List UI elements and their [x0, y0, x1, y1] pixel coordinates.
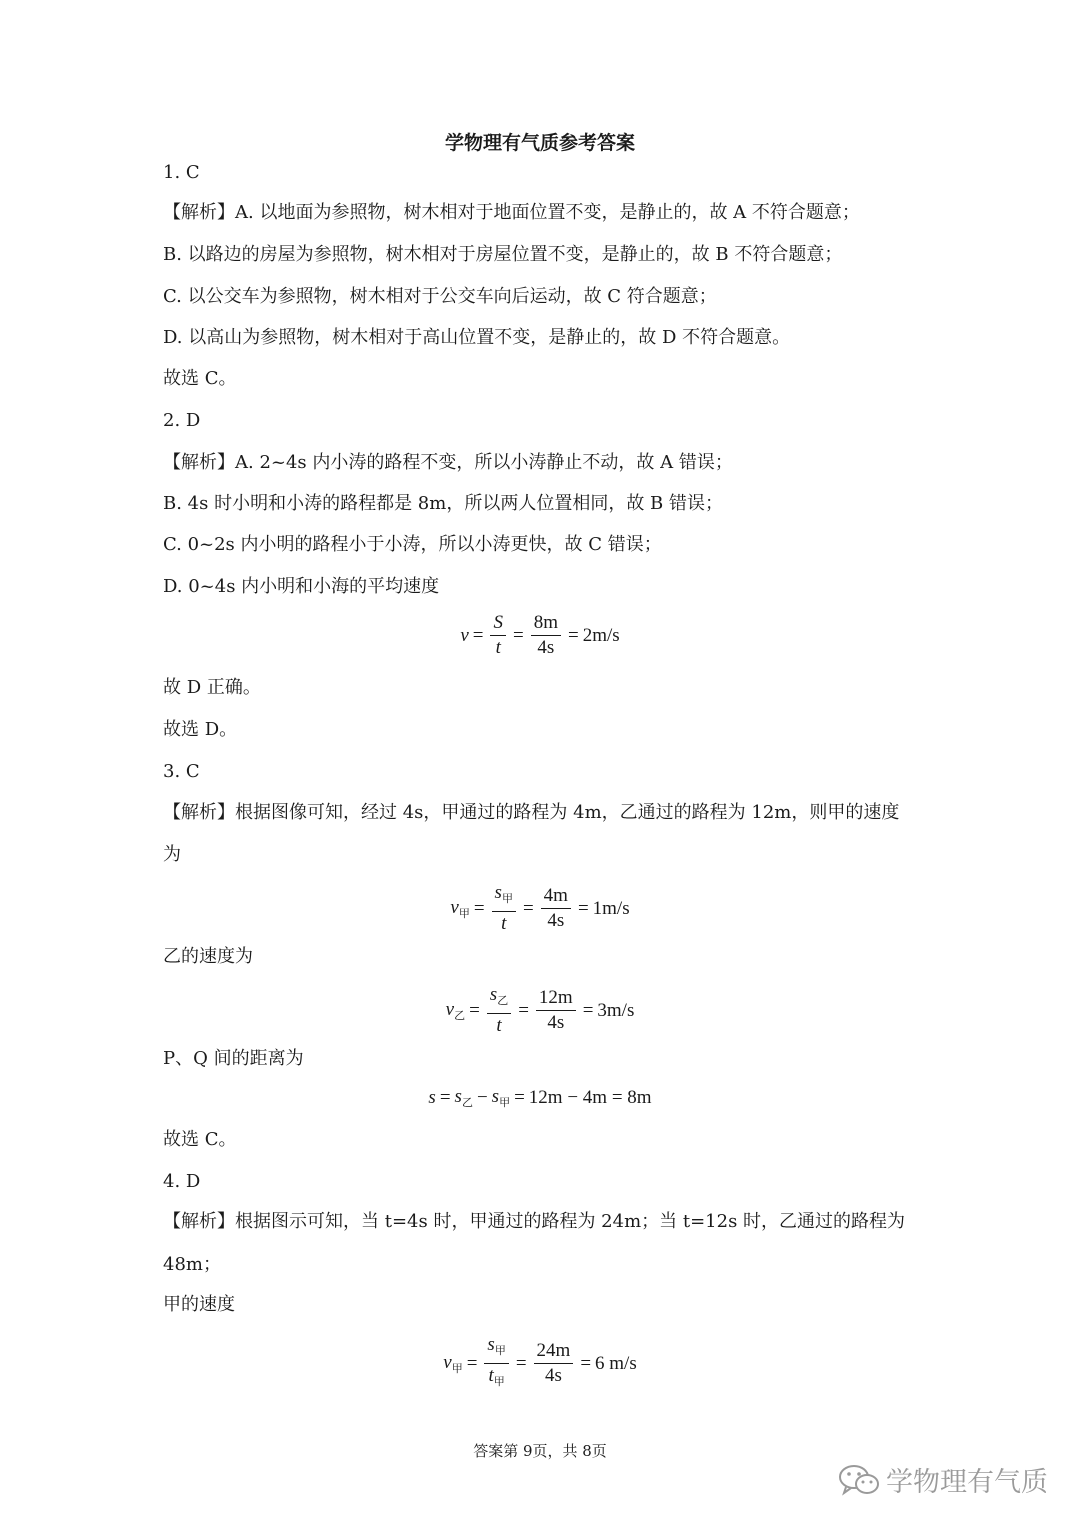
answer-line-q2e: 故 D 正确。	[163, 677, 261, 698]
equals-sign: =	[567, 624, 579, 646]
formula-term: $s_乙$	[454, 1086, 473, 1109]
answer-line-q3: 3. C	[163, 761, 200, 782]
fraction-denominator: 4s	[547, 910, 565, 931]
formula-symbol: s	[428, 1087, 436, 1108]
answer-line-q3e: 故选 C。	[163, 1129, 237, 1150]
answer-line-q3c: 乙的速度为	[163, 946, 253, 967]
answer-line-q3b: 为	[163, 844, 181, 865]
answer-line-q3a: 【解析】根据图像可知，经过 4s，甲通过的路程为 4m，乙通过的路程为 12m，则甲的速度	[163, 802, 900, 823]
answer-line-q1: 1. C	[163, 162, 200, 183]
equals-sign: =	[512, 624, 524, 646]
equals-sign: =	[518, 999, 529, 1021]
answer-line-q4a: 【解析】根据图示可知，当 t=4s 时，甲通过的路程为 24m；当 t=12s 时，乙通过的路程为	[163, 1211, 906, 1232]
formula-result: 1m/s	[592, 897, 630, 919]
formula-symbol: $v_乙$	[445, 998, 466, 1022]
answer-line-q4b: 48m；	[163, 1254, 221, 1275]
formula-symbol: v	[460, 624, 469, 646]
equals-sign: =	[514, 1087, 525, 1108]
answer-line-q2c: C. 0~2s 内小明的路程小于小涛，所以小涛更快，故 C 错误；	[163, 534, 662, 555]
fraction-numerator: 24m	[534, 1340, 574, 1364]
answer-line-q4: 4. D	[163, 1171, 201, 1192]
formula-symbol: $v_甲$	[443, 1351, 463, 1375]
minus-sign: −	[476, 1087, 488, 1108]
equals-sign: =	[473, 897, 485, 919]
formula-speed-jia	[0, 882, 1080, 935]
fraction-denominator: t	[495, 637, 501, 658]
watermark	[838, 1460, 1048, 1499]
formula-result: 6 m/s	[595, 1352, 637, 1374]
formula-result: 2m/s	[582, 624, 620, 646]
equals-sign: =	[466, 1352, 478, 1374]
fraction-numerator: S	[490, 612, 506, 636]
answer-line-q2a: 【解析】A. 2~4s 内小涛的路程不变，所以小涛静止不动，故 A 错误；	[163, 452, 733, 473]
fraction-numerator: $s_甲$	[484, 1334, 508, 1364]
fraction-numerator: 4m	[541, 885, 571, 909]
formula-speed-yi	[0, 984, 1080, 1037]
answer-line-q1c: C. 以公交车为参照物，树木相对于公交车向后运动，故 C 符合题意；	[163, 286, 717, 307]
fraction	[484, 1334, 508, 1393]
equals-sign: =	[522, 897, 534, 919]
fraction	[534, 1340, 574, 1387]
equals-sign: =	[582, 999, 594, 1021]
equals-sign: =	[469, 999, 480, 1021]
fraction-numerator: 8m	[531, 612, 561, 636]
equals-sign: =	[439, 1087, 451, 1108]
formula-speed-jia-q4	[0, 1334, 1080, 1393]
fraction-denominator: t	[496, 1015, 502, 1036]
formula-average-speed	[0, 612, 1080, 659]
answer-line-q1b: B. 以路边的房屋为参照物，树木相对于房屋位置不变，是静止的，故 B 不符合题意；	[163, 244, 843, 265]
formula-distance-pq	[0, 1086, 1080, 1110]
fraction-numerator: $s_甲$	[492, 882, 516, 912]
fraction	[492, 882, 516, 935]
fraction-denominator: t	[501, 913, 507, 934]
equals-sign: =	[515, 1352, 527, 1374]
equals-sign: =	[580, 1352, 592, 1374]
formula-result: 12m − 4m = 8m	[528, 1087, 652, 1108]
answer-line-q1e: 故选 C。	[163, 368, 237, 389]
answer-line-q2d: D. 0~4s 内小明和小海的平均速度	[163, 576, 440, 597]
fraction-denominator: 4s	[537, 637, 555, 658]
equals-sign: =	[577, 897, 589, 919]
page-title: 学物理有气质参考答案	[444, 132, 635, 154]
formula-symbol: $v_甲$	[450, 896, 470, 920]
answer-line-q2: 2. D	[163, 410, 201, 431]
fraction-denominator: 4s	[544, 1365, 562, 1386]
answer-line-q4c: 甲的速度	[163, 1294, 235, 1315]
answer-line-q2f: 故选 D。	[163, 719, 238, 740]
fraction	[536, 987, 576, 1034]
fraction-numerator: $s_乙$	[487, 984, 511, 1014]
wechat-icon	[838, 1463, 880, 1497]
fraction-denominator: 4s	[547, 1012, 565, 1033]
fraction	[490, 612, 506, 659]
answer-line-q1a: 【解析】A. 以地面为参照物，树木相对于地面位置不变，是静止的，故 A 不符合题意；	[163, 202, 860, 223]
equals-sign: =	[472, 624, 484, 646]
fraction	[487, 984, 511, 1037]
formula-term: $s_甲$	[491, 1086, 511, 1109]
page-footer: 答案第 9页，共 8页	[473, 1442, 607, 1460]
answer-line-q3d: P、Q 间的距离为	[163, 1048, 304, 1069]
fraction-denominator: $t_甲$	[488, 1365, 505, 1388]
fraction	[531, 612, 561, 659]
fraction-numerator: 12m	[536, 987, 576, 1011]
watermark-text: 学物理有气质	[886, 1467, 1048, 1498]
answer-line-q2b: B. 4s 时小明和小涛的路程都是 8m，所以两人位置相同，故 B 错误；	[163, 493, 723, 514]
answer-line-q1d: D. 以高山为参照物，树木相对于高山位置不变，是静止的，故 D 不符合题意。	[163, 327, 791, 348]
formula-result: 3m/s	[597, 999, 635, 1021]
fraction	[541, 885, 571, 932]
